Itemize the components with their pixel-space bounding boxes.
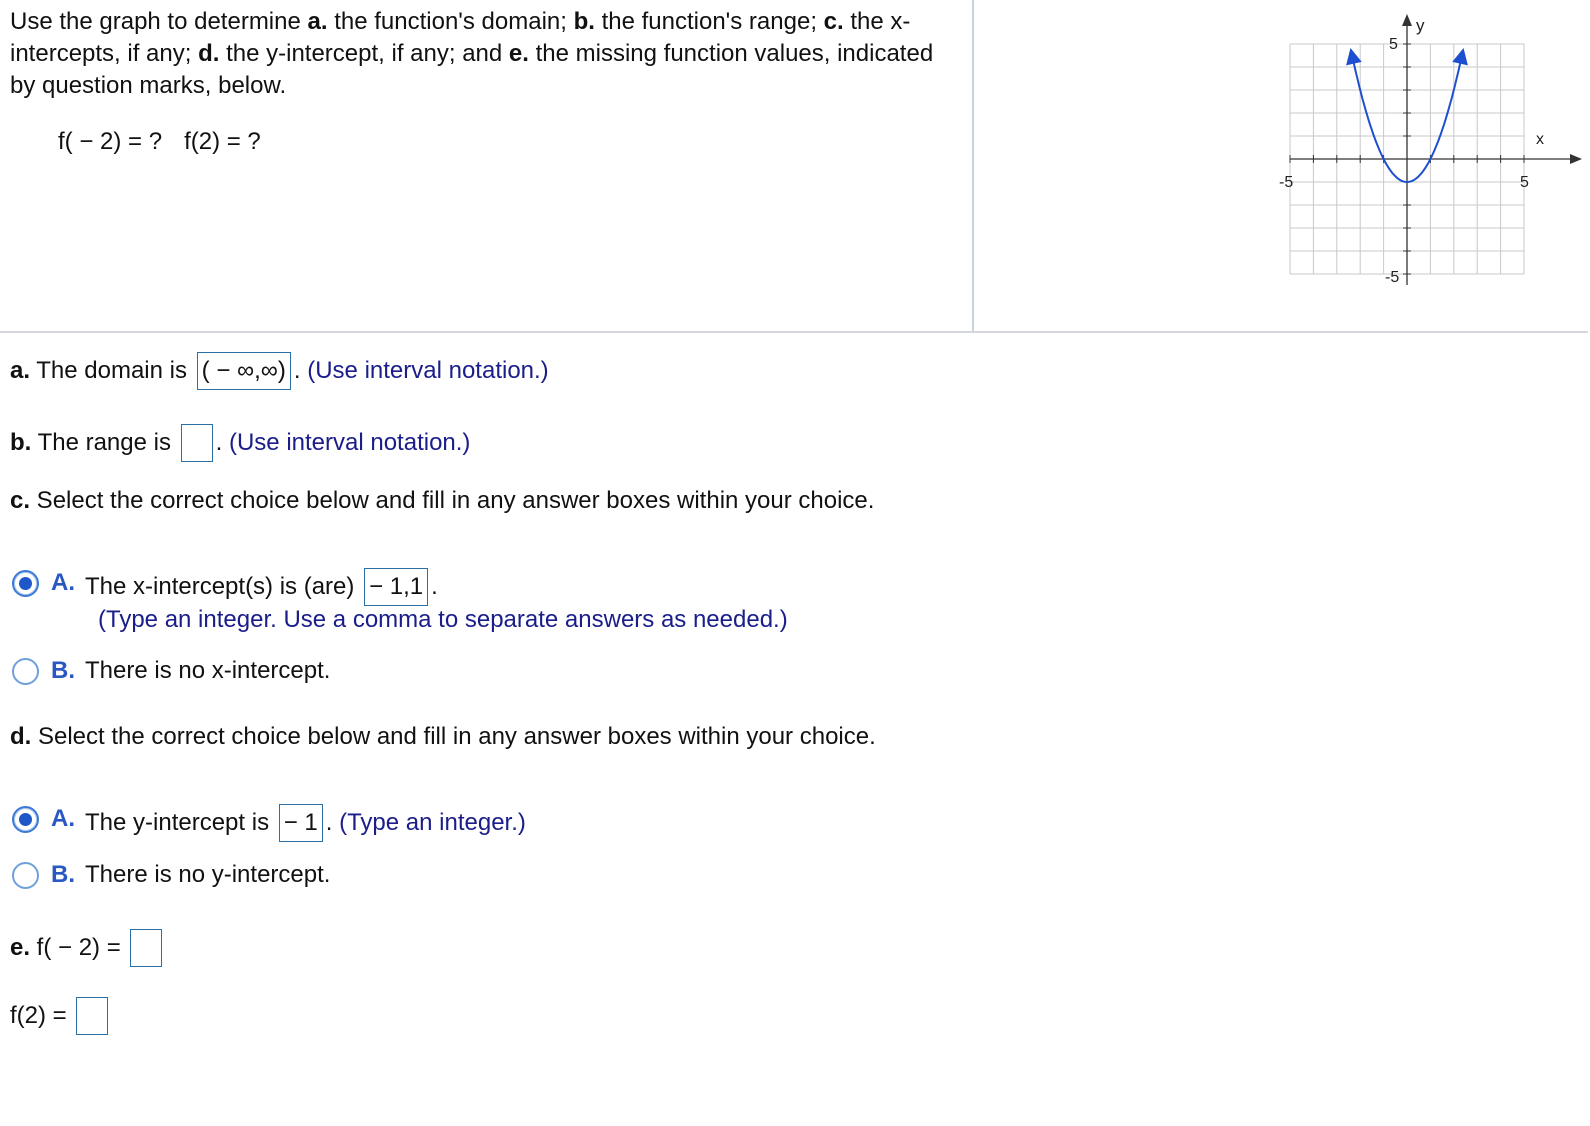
x-axis-arrow [1570,154,1582,164]
x-intercepts-answer-box[interactable]: − 1,1 [364,568,428,606]
part-a-row [10,350,549,392]
part-c-choice-b[interactable] [12,654,330,688]
x-tick-label-max: 5 [1520,174,1529,191]
part-d-label: d. [10,723,32,750]
y-axis-arrow [1402,14,1412,26]
y-axis-label: y [1416,16,1425,35]
part-e-text-2: f(2) = [10,1002,74,1029]
prompt-text: Use the graph to determine [10,8,308,35]
part-d-choice-a-period: . [325,809,333,836]
prompt-text: the function's range; [594,8,824,35]
part-d-row [10,721,876,753]
prompt-label-e: e. [508,40,529,67]
prompt-text: the missing function values, indicated by question marks, below. [10,40,934,99]
part-c-choice-b-text: There is no x-intercept. [85,657,331,684]
part-c-choice-a-content [85,568,438,606]
x-tick-label-min: -5 [1279,174,1294,191]
x-axis-label: x [1536,131,1544,148]
part-d-choice-b-text: There is no y-intercept. [85,861,331,888]
f-pos2-prompt: f(2) = ? [184,128,261,155]
f-neg2-prompt: f( − 2) = ? [58,128,163,155]
function-values-prompt [58,128,261,156]
part-b-period: . [215,429,223,456]
prompt-label-a: a. [307,8,328,35]
curve-arrow-left [1346,48,1362,65]
domain-answer-box[interactable]: ( − ∞,∞) [197,352,291,390]
part-e-row-1 [10,928,165,968]
f-pos2-answer-box[interactable] [76,997,108,1035]
f-neg2-answer-box[interactable] [130,929,162,967]
part-c-choice-a-text: The x-intercept(s) is (are) [85,573,362,600]
part-b-label: b. [10,429,32,456]
part-e-label: e. [10,934,31,961]
part-a-label: a. [10,357,31,384]
curve-arrow-right [1452,48,1468,65]
part-d-choice-a-hint: (Type an integer.) [332,809,526,836]
part-e-row-2 [10,996,111,1036]
y-tick-label-min: -5 [1385,269,1400,286]
prompt-label-c: c. [823,8,844,35]
part-b-hint: (Use interval notation.) [222,429,471,456]
part-c-choice-a-hint: (Type an integer. Use a comma to separate answers as needed.) [98,606,788,633]
part-c-letter-b: B. [51,657,75,684]
part-c-label: c. [10,487,31,514]
part-c-row [10,485,874,517]
part-c-letter-a: A. [51,569,75,596]
prompt-text: the x-intercepts, if any; [10,8,911,67]
part-c-choice-a[interactable] [12,562,438,604]
function-graph[interactable] [1279,8,1590,298]
part-d-letter-a: A. [51,805,75,832]
part-a-period: . [293,357,301,384]
part-d-choice-a[interactable] [12,798,526,840]
prompt-label-b: b. [573,8,595,35]
prompt-text: the y-intercept, if any; and [219,40,509,67]
horizontal-divider [0,331,1588,333]
range-answer-box[interactable] [181,424,213,462]
part-a-text: The domain is [30,357,194,384]
part-c-text: Select the correct choice below and fill in any answer boxes within your choice. [30,487,875,514]
part-d-text: Select the correct choice below and fill in any answer boxes within your choice. [31,723,876,750]
part-d-choice-a-text: The y-intercept is [85,809,276,836]
vertical-divider [972,0,974,332]
part-d-choice-b[interactable] [12,858,330,892]
part-c-choice-a-period: . [431,573,438,600]
part-d-choice-a-content [85,804,526,842]
prompt-label-d: d. [198,40,220,67]
part-e-text-1: f( − 2) = [30,934,128,961]
question-header [0,0,1588,332]
part-d-radio-b[interactable] [12,862,39,889]
part-a-hint: (Use interval notation.) [300,357,549,384]
part-d-letter-b: B. [51,861,75,888]
y-tick-label-max: 5 [1389,36,1398,53]
part-b-text: The range is [31,429,178,456]
part-c-radio-a[interactable] [12,570,39,597]
part-b-row [10,422,470,464]
part-c-radio-b[interactable] [12,658,39,685]
prompt-text: the function's domain; [327,8,574,35]
question-prompt [10,6,965,102]
y-intercept-answer-box[interactable]: − 1 [279,804,323,842]
part-d-radio-a[interactable] [12,806,39,833]
